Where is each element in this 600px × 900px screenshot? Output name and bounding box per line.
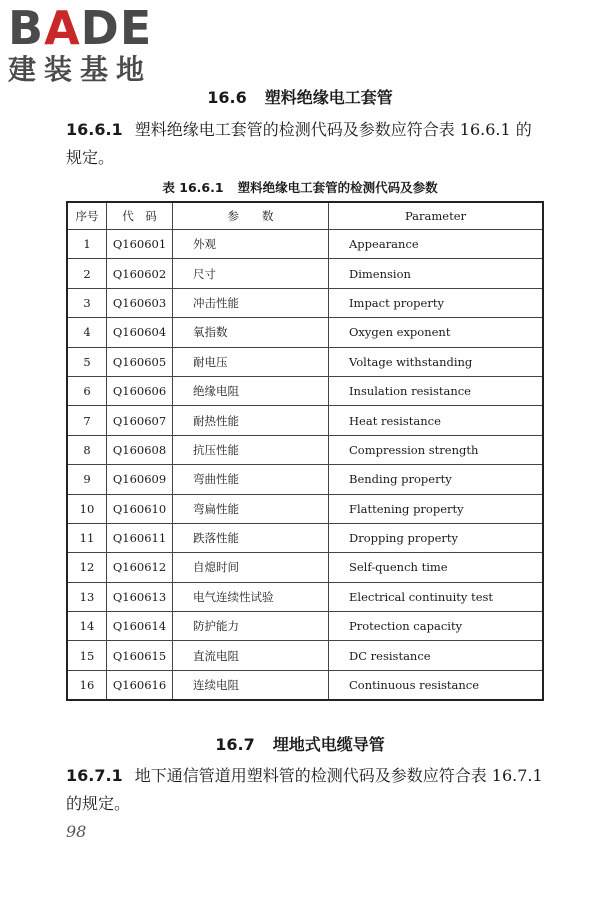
cell-no: 5 — [67, 347, 107, 376]
cell-code: Q160611 — [107, 523, 173, 552]
cell-param-en: Electrical continuity test — [329, 582, 544, 611]
header-no: 序号 — [67, 202, 107, 230]
table-row — [67, 641, 543, 670]
cell-param: 跌落性能 — [173, 523, 329, 552]
cell-param: 电气连续性试验 — [173, 582, 329, 611]
cell-param-en: Compression strength — [329, 435, 544, 464]
logo-subtitle: 建装基地 — [8, 53, 153, 86]
cell-code: Q160605 — [107, 347, 173, 376]
cell-code: Q160615 — [107, 641, 173, 670]
clause-number: 16.6.1 — [66, 120, 123, 139]
header-code: 代 码 — [107, 202, 173, 230]
cell-param: 抗压性能 — [173, 435, 329, 464]
cell-param: 耐电压 — [173, 347, 329, 376]
cell-no: 13 — [67, 582, 107, 611]
cell-no: 8 — [67, 435, 107, 464]
parameter-table — [66, 201, 544, 701]
cell-param-en: Appearance — [329, 230, 544, 259]
cell-code: Q160613 — [107, 582, 173, 611]
cell-no: 6 — [67, 376, 107, 405]
cell-no: 2 — [67, 259, 107, 288]
cell-code: Q160603 — [107, 288, 173, 317]
cell-param-en: Flattening property — [329, 494, 544, 523]
logo-wordmark: BADE — [8, 1, 153, 55]
cell-code: Q160602 — [107, 259, 173, 288]
cell-param-en: Insulation resistance — [329, 376, 544, 405]
cell-param: 连续电阻 — [173, 670, 329, 700]
table-row — [67, 523, 543, 552]
cell-param-en: Protection capacity — [329, 612, 544, 641]
table-row — [67, 318, 543, 347]
section-title: 埋地式电缆导管 — [272, 735, 385, 754]
cell-param-en: Continuous resistance — [329, 670, 544, 700]
cell-param: 外观 — [173, 230, 329, 259]
cell-param: 防护能力 — [173, 612, 329, 641]
table-row — [67, 347, 543, 376]
cell-param: 直流电阻 — [173, 641, 329, 670]
cell-code: Q160601 — [107, 230, 173, 259]
cell-param-en: Impact property — [329, 288, 544, 317]
table-title: 塑料绝缘电工套管的检测代码及参数 — [237, 180, 438, 195]
cell-param: 弯曲性能 — [173, 465, 329, 494]
cell-code: Q160604 — [107, 318, 173, 347]
table-header-row — [67, 202, 543, 230]
cell-no: 16 — [67, 670, 107, 700]
header-param: 参 数 — [173, 202, 329, 230]
section-heading-16-7 — [0, 732, 600, 755]
cell-code: Q160609 — [107, 465, 173, 494]
table-row — [67, 582, 543, 611]
cell-code: Q160607 — [107, 406, 173, 435]
clause-text: 塑料绝缘电工套管的检测代码及参数应符合表 16.6.1 的规定。 — [66, 120, 532, 167]
cell-no: 14 — [67, 612, 107, 641]
table-caption — [0, 178, 600, 196]
section-title: 塑料绝缘电工套管 — [264, 88, 393, 107]
cell-code: Q160606 — [107, 376, 173, 405]
cell-param: 冲击性能 — [173, 288, 329, 317]
table-row — [67, 406, 543, 435]
table-number: 表 16.6.1 — [162, 180, 224, 195]
cell-no: 7 — [67, 406, 107, 435]
cell-param-en: Bending property — [329, 465, 544, 494]
table-row — [67, 612, 543, 641]
table-row — [67, 465, 543, 494]
table-row — [67, 494, 543, 523]
cell-param-en: Dimension — [329, 259, 544, 288]
cell-param-en: DC resistance — [329, 641, 544, 670]
cell-no: 15 — [67, 641, 107, 670]
clause-number: 16.7.1 — [66, 766, 123, 785]
cell-no: 1 — [67, 230, 107, 259]
header-param-en: Parameter — [329, 202, 544, 230]
cell-param: 耐热性能 — [173, 406, 329, 435]
clause-16-6-1 — [66, 116, 546, 172]
logo — [8, 1, 178, 86]
cell-param-en: Oxygen exponent — [329, 318, 544, 347]
table-row — [67, 230, 543, 259]
table-row — [67, 553, 543, 582]
cell-no: 9 — [67, 465, 107, 494]
section-number: 16.6 — [207, 88, 247, 107]
cell-code: Q160610 — [107, 494, 173, 523]
cell-param-en: Heat resistance — [329, 406, 544, 435]
table-row — [67, 259, 543, 288]
cell-code: Q160614 — [107, 612, 173, 641]
table-row — [67, 288, 543, 317]
cell-param: 尺寸 — [173, 259, 329, 288]
cell-code: Q160608 — [107, 435, 173, 464]
cell-code: Q160616 — [107, 670, 173, 700]
cell-param: 自熄时间 — [173, 553, 329, 582]
section-heading-16-6 — [0, 85, 600, 108]
clause-text: 地下通信管道用塑料管的检测代码及参数应符合表 16.7.1 的规定。 — [66, 766, 543, 813]
cell-param: 绝缘电阻 — [173, 376, 329, 405]
cell-no: 12 — [67, 553, 107, 582]
clause-16-7-1 — [66, 762, 546, 818]
cell-no: 11 — [67, 523, 107, 552]
cell-code: Q160612 — [107, 553, 173, 582]
cell-param-en: Dropping property — [329, 523, 544, 552]
cell-no: 4 — [67, 318, 107, 347]
table-row — [67, 376, 543, 405]
table-row — [67, 670, 543, 700]
cell-no: 3 — [67, 288, 107, 317]
cell-param: 氧指数 — [173, 318, 329, 347]
cell-param: 弯扁性能 — [173, 494, 329, 523]
page-number: 98 — [66, 822, 87, 841]
cell-param-en: Self-quench time — [329, 553, 544, 582]
cell-no: 10 — [67, 494, 107, 523]
table-row — [67, 435, 543, 464]
cell-param-en: Voltage withstanding — [329, 347, 544, 376]
section-number: 16.7 — [215, 735, 255, 754]
